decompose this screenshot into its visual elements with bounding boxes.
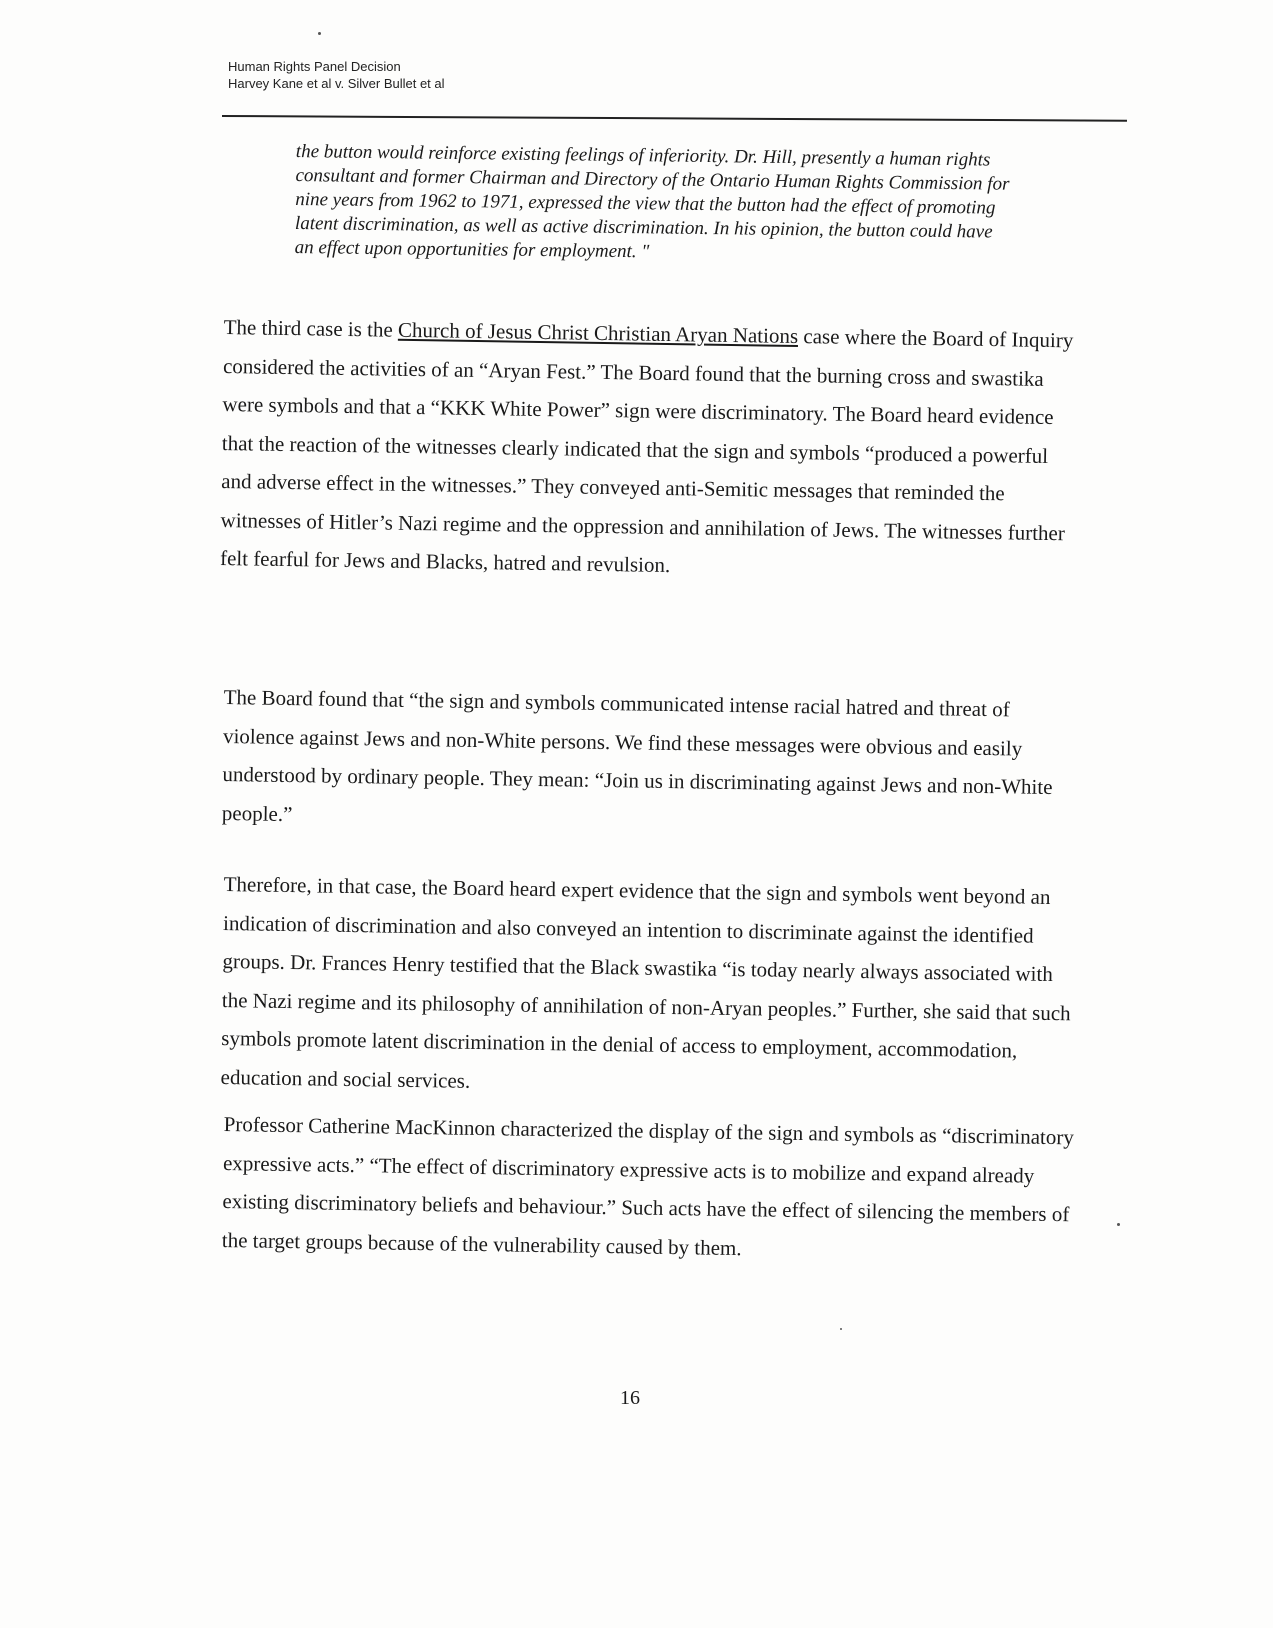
paragraph-1-lead: The third case is the <box>223 314 399 342</box>
paragraph-expert-evidence: Therefore, in that case, the Board heard expert evidence that the sign and symbols went beyond an indication of discrimination and also conveyed an intention to discriminate against the identified groups. Dr. Frances Henry testified that the Black swastika “is today nearly always associated with the Nazi regime and its philosophy of annihilation of non-Aryan peoples.” Further, she said that such symbols promote latent discrimination in the denial of access to employment, accommodation, education and social services. <box>220 871 1071 1093</box>
paragraph-aryan-nations <box>220 308 1079 591</box>
running-header <box>228 58 445 92</box>
header-line-2: Harvey Kane et al v. Silver Bullet et al <box>228 76 445 91</box>
scan-speck <box>318 32 321 35</box>
header-line-1: Human Rights Panel Decision <box>228 59 401 74</box>
scan-speck <box>1117 1223 1120 1226</box>
paragraph-board-finding: The Board found that “the sign and symbols communicated intense racial hatred and threat of violence against Jews and non-White persons. We find these messages were obvious and easily understood by ordinary people. They mean: “Join us in discriminating against Jews and non-White people.” <box>221 684 1053 826</box>
scan-speck <box>840 1328 842 1330</box>
page-number: 16 <box>620 1387 640 1409</box>
case-name: Church of Jesus Christ Christian Aryan Nations <box>397 317 799 349</box>
header-rule <box>222 115 1127 122</box>
block-quote: the button would reinforce existing feelings of inferiority. Dr. Hill, presently a human rights consultant and former Chairman and Directory of the Ontario Human Rights Commission for nine years from 1962 to 1971, expressed the view that the button had the effect of promoting latent discrimination, as well as active discrimination. In his opinion, the button could have an effect upon opportunities for employment. " <box>294 140 1010 263</box>
paragraph-mackinnon: Professor Catherine MacKinnon characterized the display of the sign and symbols as “discriminatory expressive acts.” “The effect of discriminatory expressive acts is to mobilize and expand already existing discriminatory beliefs and behaviour.” Such acts have the effect of silencing the members of the target groups because of the vulnerability caused by them. <box>221 1111 1075 1260</box>
paragraph-1-body: case where the Board of Inquiry considered the activities of an “Aryan Fest.” The Board found that the burning cross and swastika were symbols and that a “KKK White Power” sign were discriminatory. The Board heard evidence that the reaction of the witnesses clearly indicated that the sign and symbols “produced a powerful and adverse effect in the witnesses.” They conveyed anti-Semitic messages that reminded the witnesses of Hitler’s Nazi regime and the oppression and annihilation of Jews. The witnesses further felt fearful for Jews and Blacks, hatred and revulsion. <box>219 324 1074 578</box>
